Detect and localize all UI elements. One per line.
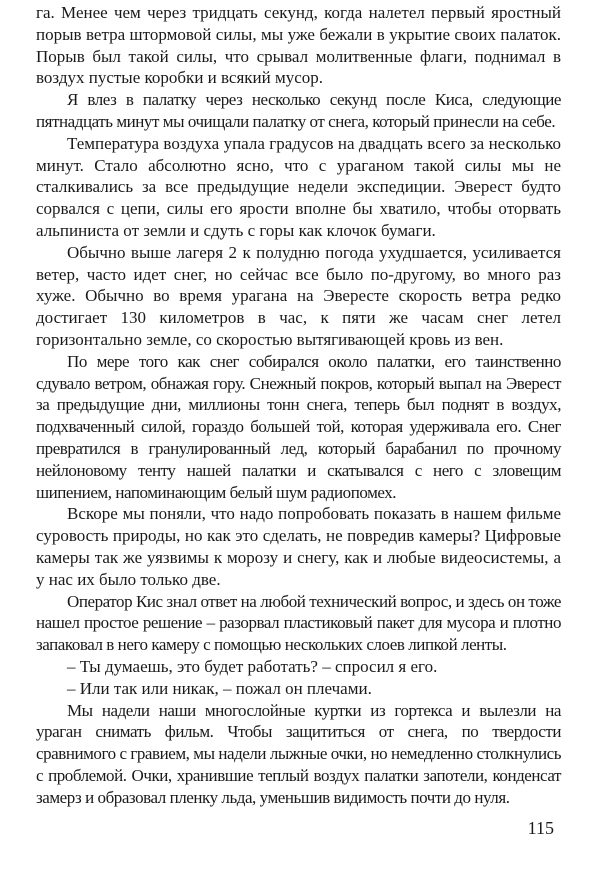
paragraph-7: Оператор Кис знал ответ на любой технический вопрос, и здесь он тоже нашел простое решение – разорвал пластиковый пакет для мусора и плотно запаковал в него камеру с помощью нескольких слоев липкой ленты.: [36, 591, 561, 655]
dialogue-line-1: – Ты думаешь, это будет работать? – спросил я его.: [67, 656, 438, 676]
paragraph-3: Температура воздуха упала градусов на двадцать всего за несколько минут. Стало абсолютно ясно, что с ураганом такой силы мы не сталкивались за все предыдущие недели экспедиции. Эверест будто сорвался с цепи, силы его ярости вполне бы хватило, чтобы оторвать альпиниста от земли и сдуть с горы как клочок бумаги.: [36, 133, 561, 240]
paragraph-2: Я влез в палатку через несколько секунд после Киса, следующие пятнадцать минут мы очищали палатку от снега, который принесли на себе.: [36, 90, 561, 131]
paragraph-8: Мы надели наши многослойные куртки из гортекса и вылезли на ураган снимать фильм. Чтобы защититься от снега, по твердости сравнимого с гравием, мы надели лыжные очки, но немедленно столкнулись с проблемой. Очки, хранившие теплый воздух палатки запотели, конденсат замерз и образовал пленку льда, уменьшив видимость почти до нуля.: [36, 700, 561, 807]
dialogue-line-2: – Или так или никак, – пожал он плечами.: [67, 678, 372, 698]
paragraph-1: га. Менее чем через тридцать секунд, когда налетел первый яростный порыв ветра штормовой силы, мы уже бежали в укрытие своих палаток. Порыв был такой силы, что срывал молитвенные флаги, поднимал в воздух пустые коробки и всякий мусор.: [36, 3, 561, 88]
paragraph-6: Вскоре мы поняли, что надо попробовать показать в нашем фильме суровость природы, но как это сделать, не повредив камеры? Цифровые камеры так же уязвимы к морозу и снегу, как и любые видеосистемы, а у нас их было только две.: [36, 504, 561, 589]
paragraph-5: По мере того как снег собирался около палатки, его таинственно сдувало ветром, обнажая гору. Снежный покров, который выпал на Эверест за предыдущие дни, миллионы тонн снега, теперь был поднят в воздух, подхваченный силой, гораздо большей той, которая удерживала его. Снег превратился в гранулированный лед, который барабанил по прочному нейлоновому тенту нашей палатки и скатывался с него с зловещим шипением, напоминающим белый шум радиопомех.: [36, 351, 561, 502]
page-number: 115: [527, 818, 554, 838]
paragraph-4: Обычно выше лагеря 2 к полудню погода ухудшается, усиливается ветер, часто идет снег, но сейчас все было по-другому, во много раз хуже. Обычно во время урагана на Эвересте скорость ветра редко достигает 130 километров в час, к пяти же часам снег летел горизонтально земле, со скоростью вытягивающей кровь из вен.: [36, 242, 561, 349]
